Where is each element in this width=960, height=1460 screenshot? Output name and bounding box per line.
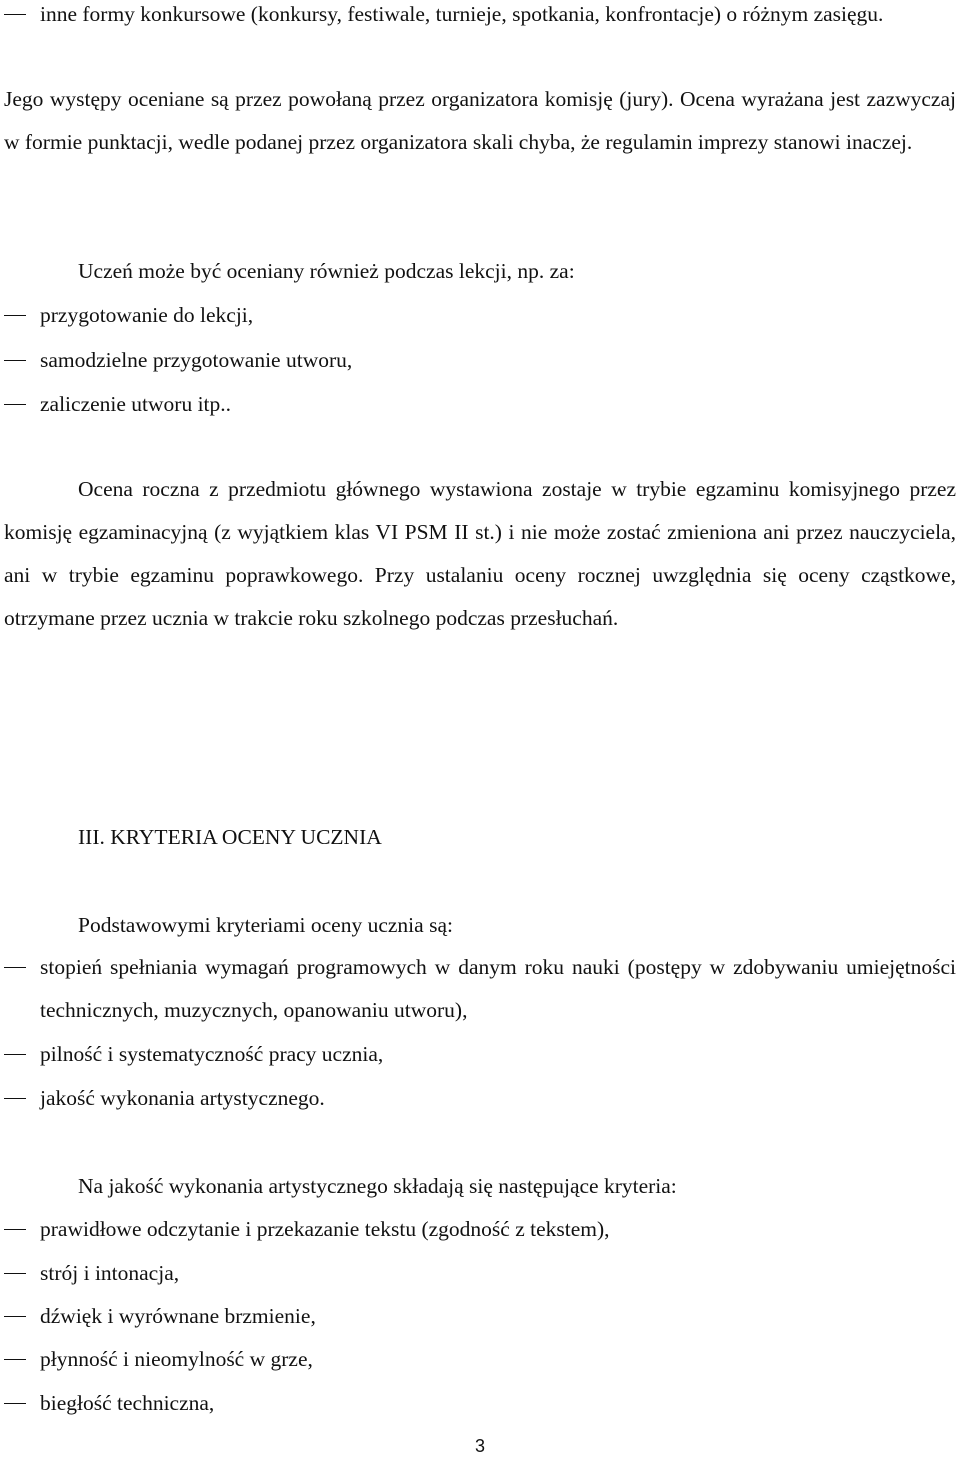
list-item-text: przygotowanie do lekcji,	[40, 303, 254, 327]
list-item-text: zaliczenie utworu itp..	[40, 392, 232, 416]
list-item-text: pilność i systematyczność pracy ucznia,	[40, 1042, 384, 1066]
list-item-text: samodzielne przygotowanie utworu,	[40, 348, 353, 372]
list-item-text: płynność i nieomylność w grze,	[40, 1347, 313, 1371]
dash-bullet	[4, 404, 26, 405]
dash-bullet	[4, 1229, 26, 1230]
page-number: 3	[474, 1436, 485, 1456]
dash-bullet	[4, 1403, 26, 1404]
dash-bullet	[4, 1316, 26, 1317]
list-item-text: jakość wykonania artystycznego.	[40, 1086, 325, 1110]
dash-bullet	[4, 315, 26, 316]
dash-bullet	[4, 1054, 26, 1055]
list-item-text: biegłość techniczna,	[40, 1391, 215, 1415]
list-item-text: prawidłowe odczytanie i przekazanie tekstu (zgodność z tekstem),	[40, 1217, 610, 1241]
lesson-intro: Uczeń może być oceniany również podczas lekcji, np. za:	[78, 259, 575, 283]
quality-intro: Na jakość wykonania artystycznego składają się następujące kryteria:	[78, 1174, 677, 1198]
dash-bullet	[4, 1359, 26, 1360]
list-item-text: stopień spełniania wymagań programowych w danym roku nauki (postępy w zdobywaniu umiejętności technicznych, muzycznych, opanowaniu utworu),	[40, 955, 956, 1022]
dash-bullet	[4, 967, 26, 968]
list-item-text: dźwięk i wyrównane brzmienie,	[40, 1304, 316, 1328]
section-heading: III. KRYTERIA OCENY UCZNIA	[78, 825, 382, 849]
dash-bullet	[4, 1098, 26, 1099]
dash-bullet	[4, 1273, 26, 1274]
list-item-text: inne formy konkursowe (konkursy, festiwale, turnieje, spotkania, konfrontacje) o różnym zasięgu.	[40, 2, 884, 26]
list-item-text: strój i intonacja,	[40, 1261, 180, 1285]
paragraph-annual-grade: Ocena roczna z przedmiotu głównego wystawiona zostaje w trybie egzaminu komisyjnego przez komisję egzaminacyjną (z wyjątkiem klas VI PSM II st.) i nie może zostać zmieniona ani przez nauczyciela, ani w trybie egzaminu poprawkowego. Przy ustalaniu oceny rocznej uwzględnia się oceny cząstkowe, otrzymane przez ucznia w trakcie roku szkolnego podczas przesłuchań.	[4, 477, 956, 630]
dash-bullet	[4, 14, 26, 15]
paragraph-jury: Jego występy oceniane są przez powołaną przez organizatora komisję (jury). Ocena wyrażana jest zazwyczaj w formie punktacji, wedle podanej przez organizatora skali chyba, że regulamin imprezy stanowi inaczej.	[4, 87, 956, 154]
dash-bullet	[4, 360, 26, 361]
criteria-intro: Podstawowymi kryteriami oceny ucznia są:	[78, 913, 453, 937]
